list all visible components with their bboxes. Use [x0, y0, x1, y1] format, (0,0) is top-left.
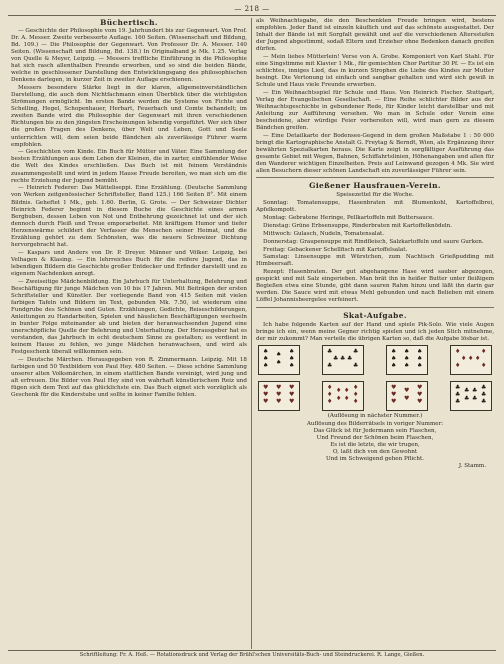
solution-title: (Auflösung in nächster Nummer.) — [327, 412, 423, 419]
card-pip-icon: ♦ — [481, 347, 487, 355]
card-pip-icon: ♣ — [455, 390, 461, 398]
card-pip-icon: ♣ — [464, 394, 470, 402]
card-pip-icon: ♠ — [391, 361, 397, 369]
card-pip-icon: ♦ — [353, 397, 359, 405]
card-pip-icon: ♦ — [327, 397, 333, 405]
card-pip-icon: ♣ — [327, 361, 333, 369]
card-column — [450, 345, 492, 411]
menu-entry: Sonntag: Tomatensuppe, Hasenbraten mit Blumenkohl, Kartoffelbrei, Apfelkompott. — [256, 200, 494, 214]
playing-card — [450, 345, 492, 375]
card-pip-icon: ♦ — [344, 394, 350, 402]
card-pip-icon: ♣ — [353, 361, 359, 369]
recipe: Rezept: Hasenbraten. Der gut abgehangene Hase wird sauber abgezogen, gespickt und mit Salz eingerieben. Man brät ihn in heißer Butter unter fleißigem Begießen etwa eine Stunde, gibt dann sauren Rahm hinzu und läßt ihn darin gar werden. Die Sauce wird mit etwas Mehl gebunden und nach Belieben mit einem Löffel Johannisbeergelee verfeinert. — [256, 269, 494, 304]
playing-card — [258, 345, 300, 375]
card-pip-icon: ♥ — [404, 386, 410, 394]
book-review: Messers besondere Stärke liegt in der klaren, allgemeinverständlichen Darstellung, die auch dem Nichtfachmann einen Überblick über die wichtigsten Strömungen ermöglicht. Im ersten Bande werden die Systeme von Fichte und Schelling, Hegel, Schopenhauer, Herbart, Feuerbach und Comte behandelt; im zweiten Bande wird die Philosophie der Gegenwart mit ihren verschiedenen Richtungen bis zu den jüngsten Erscheinungen lebendig vorgeführt. Wer sich über die großen Fragen des Denkens, über Welt und Leben, Gott und Seele unterrichten will, dem seien beide Bändchen als zuverlässige Führer warm empfohlen. — [11, 85, 247, 148]
card-pip-icon: ♠ — [276, 358, 282, 366]
card-pip-icon: ♥ — [276, 397, 282, 405]
card-pip-icon: ♥ — [263, 390, 269, 398]
menu-entry: Dienstag: Grüne Erbsensuppe, Rinderbraten mit Kartoffelknödeln. — [263, 223, 453, 229]
section-heading-skat-aufgabe: Skat-Aufgabe. — [343, 310, 407, 320]
card-pip-icon: ♥ — [289, 390, 295, 398]
card-pip-icon: ♠ — [263, 354, 269, 362]
book-review: als Weihnachtsgabe, die den Beschenkten Freude bringen wird, bestens empfohlen. Jeder Band ist einzeln käuflich und auf das schönste ausgestattet. Der Inhalt der Bände ist mit Sorgfalt gewählt und auf die verschiedenen Altersstufen der Jugend abgestimmt, sodaß Eltern und Erzieher ohne Bedenken danach greifen dürfen. — [256, 18, 494, 53]
card-pip-icon: ♣ — [481, 397, 487, 405]
book-review: — Deutsche Märchen. Herausgegeben von R. Zimmermann. Leipzig. Mit 18 farbigen und 50 Textbildern von Paul Hey. 480 Seiten. — Diese schöne Sammlung unserer alten Volksmärchen, in einem stattlichen Bande vereinigt, wird jung und alt erfreuen. Die Bilder von Paul Hey sind von wahrhaft künstlerischem Reiz und fügen sich dem Text auf das glücklichste ein. Das Buch eignet sich vorzüglich als Geschenk für die Kinderstube und sollte in keiner Familie fehlen. — [11, 356, 247, 399]
card-pip-icon: ♠ — [417, 347, 423, 355]
card-pip-icon: ♦ — [336, 386, 342, 394]
card-pip-icon: ♠ — [404, 361, 410, 369]
card-pip-icon: ♣ — [455, 383, 461, 391]
section-divider — [256, 307, 494, 308]
card-pip-icon: ♠ — [289, 361, 295, 369]
card-pip-icon: ♥ — [391, 397, 397, 405]
book-review: — Heinrich Federer: Das Mätteliseppi. Eine Erzählung. (Deutsche Sammlung von Werken zeitgenössischer Schriftsteller, Band 125.) 166 Seiten 8°. Mit einem Bildnis. Geheftet 1 Mk., geb. 1.60. Berlin, G. Grote. — Der Schweizer Dichter Heinrich Federer beginnt in diesem Buche die Geschichte eines armen Bergbuben, dessen Leben von Not und Entbehrung gezeichnet ist und der sich dennoch durch Fleiß und Treue emporarbeitet. Mit kräftigem Humor und tiefer Herzenswärme schildert der Verfasser die Menschen seiner Heimat, und die Erzählung gehört zu dem Schönsten, was die neuere Schweizer Dichtung hervorgebracht hat. — [11, 185, 247, 248]
card-pip-icon: ♦ — [353, 383, 359, 391]
card-pip-icon: ♦ — [461, 354, 467, 362]
book-review: — Eine Detailkarte der Bodensee-Gegend in dem großen Maßstabe 1 : 50 000 bringt die Kartographische Anstalt G. Freytag & Berndt, Wien, als Ergänzung ihrer bewährten Spezialkarten heraus. Die Karte zeigt in sorgfältiger Ausführung das gesamte Gebiet mit Wegen, Bahnen, Schiffahrtslinien, Höhenangaben und allen für den Wanderer wichtigen Einzelheiten. Preis auf Leinwand gezogen 4 Mk. Sie wird allen Besuchern dieser schönen Landschaft ein zuverlässiger Führer sein. — [256, 133, 494, 175]
card-pip-icon: ♦ — [455, 361, 461, 369]
playing-card — [258, 381, 300, 411]
card-pip-icon: ♦ — [327, 390, 333, 398]
menu-entry: Freitag: Gebackener Schellfisch mit Kartoffelsalat. — [263, 246, 408, 253]
card-pip-icon: ♠ — [289, 347, 295, 355]
footer-rule — [8, 650, 496, 651]
card-pip-icon: ♦ — [481, 361, 487, 369]
menu-entry: Mittwoch: Gulasch, Nudeln, Tomatensalat. — [263, 230, 385, 237]
author-signature: J. Stamm. — [458, 462, 486, 469]
card-pip-icon: ♣ — [340, 354, 346, 362]
card-pip-icon: ♥ — [289, 383, 295, 391]
card-pip-icon: ♣ — [347, 354, 353, 362]
card-pip-icon: ♥ — [404, 394, 410, 402]
card-pip-icon: ♠ — [404, 347, 410, 355]
section-heading-hausfrauen-verein: Gießener Hausfrauen-Verein. — [309, 181, 441, 191]
card-pip-icon: ♣ — [481, 383, 487, 391]
card-pip-icon: ♠ — [391, 347, 397, 355]
card-pip-icon: ♥ — [276, 383, 282, 391]
card-pip-icon: ♣ — [472, 386, 478, 394]
card-pip-icon: ♥ — [289, 397, 295, 405]
menu-title: Speisezettel für die Woche. — [336, 192, 414, 199]
solution-text: Auflösung des Bilderrätsels in voriger Nummer: — [306, 420, 444, 427]
card-pip-icon: ♦ — [455, 347, 461, 355]
left-column — [11, 18, 247, 400]
book-review: — Mein liebes Mütterlein! Verse von A. Grobe. Komponiert von Karl Stahl. Für eine Singstimme mit Klavier 1 Mk., für gemischten Chor Partitur 30 Pf. — Es ist ein schlichtes, inniges Lied, das in kurzen Strophen die Liebe des Kindes zur Mutter besingt. Die Vertonung ist einfach und sangbar gehalten und wird sich gewiß in Schule und Haus viele Freunde erwerben. — [256, 54, 494, 89]
card-pip-icon: ♥ — [263, 383, 269, 391]
playing-cards — [258, 345, 492, 411]
column-separator — [251, 18, 252, 649]
card-pip-icon: ♦ — [327, 383, 333, 391]
page-number: — 218 — — [234, 5, 270, 13]
verse-line: Und Freund der Schönen beim Flaschen, — [316, 434, 434, 441]
playing-card — [386, 345, 428, 375]
right-column — [256, 18, 494, 470]
card-pip-icon: ♠ — [276, 350, 282, 358]
menu-entry: Montag: Gebratene Heringe, Pellkartoffeln mit Buttersauce. — [263, 215, 435, 222]
card-pip-icon: ♠ — [263, 361, 269, 369]
card-pip-icon: ♣ — [472, 394, 478, 402]
card-column — [386, 345, 428, 411]
section-heading-buechertisch: Büchertisch. — [100, 18, 158, 27]
card-pip-icon: ♦ — [468, 354, 474, 362]
card-pip-icon: ♥ — [417, 383, 423, 391]
card-pip-icon: ♥ — [417, 390, 423, 398]
card-pip-icon: ♣ — [327, 347, 333, 355]
card-pip-icon: ♠ — [404, 354, 410, 362]
card-pip-icon: ♥ — [391, 390, 397, 398]
card-pip-icon: ♥ — [417, 397, 423, 405]
card-pip-icon: ♣ — [455, 397, 461, 405]
card-column — [322, 345, 364, 411]
playing-card — [322, 345, 364, 375]
verse-line: Das Glück ist für Jedermann sein Flaschen, — [313, 427, 437, 434]
playing-card — [386, 381, 428, 411]
playing-card — [450, 381, 492, 411]
card-pip-icon: ♠ — [417, 354, 423, 362]
card-pip-icon: ♦ — [336, 394, 342, 402]
book-review: — Kaspars und Anders von Dr. P. Dreyer. Männer und Völker. Leipzig, bei Velhagen & Klasing. — Ein lehrreiches Buch für die reifere Jugend, das in lebendigen Bildern die Geschichte großer Entdecker und Erfinder darstellt und zu eigenem Nachdenken anregt. — [11, 249, 247, 277]
card-pip-icon: ♦ — [475, 354, 481, 362]
header-rule — [8, 15, 496, 16]
card-pip-icon: ♦ — [344, 386, 350, 394]
card-pip-icon: ♠ — [263, 347, 269, 355]
card-pip-icon: ♣ — [481, 390, 487, 398]
card-pip-icon: ♣ — [353, 347, 359, 355]
imprint-footer: Schriftleitung: Fr. A. Heß. — Rotationsdruck und Verlag der Brühl'schen Universitäts-Buch- und Steindruckerei. R. Lange, Gießen. — [79, 652, 425, 658]
card-pip-icon: ♠ — [391, 354, 397, 362]
card-pip-icon: ♠ — [417, 361, 423, 369]
card-pip-icon: ♦ — [353, 390, 359, 398]
verse-line: Es ist die letzte, die wir trugen, — [330, 441, 420, 448]
book-review: — Ein Weihnachtsspiel für Schule und Haus. Von Heinrich Fischer. Stuttgart, Verlag der Evangelischen Gesellschaft. — Eine Reihe schlichter Bilder aus der Weihnachtsgeschichte in gebundener Rede, für Kinder leicht darstellbar und mit Anleitung zur Aufführung versehen. Wo man in Schule oder Verein eine bescheidene, aber würdige Feier vorbereiten will, wird man gern zu diesem Bändchen greifen. — [256, 90, 494, 132]
card-pip-icon: ♥ — [276, 390, 282, 398]
card-pip-icon: ♣ — [464, 386, 470, 394]
playing-card — [322, 381, 364, 411]
card-pip-icon: ♣ — [333, 354, 339, 362]
verse-line: O, laßt dich von den Gewohnt — [332, 448, 418, 455]
menu-entry: Samstag: Linsensuppe mit Würstchen, zum Nachtisch Grießpudding mit Himbeersaft. — [256, 254, 494, 268]
card-pip-icon: ♥ — [263, 397, 269, 405]
book-review: — Geschichte der Philosophie vom 19. Jahrhundert bis zur Gegenwart. Von Prof. Dr. A. Messer. Zweite verbesserte Auflage. 160 Seiten. (Wissenschaft und Bildung, Bd. 109.) — Die Philosophie der Gegenwart. Von Professor Dr. A. Messer. 140 Seiten. (Wissenschaft und Bildung, Bd. 138.) In Originalband je Mk. 1.25. Verlag von Quelle & Meyer, Leipzig. — Messers treffliche Einführung in die Philosophie hat sich rasch allenthalben Freunde erworben, und so sind die beiden Bände, welche in geschlossener Darstellung den Entwicklungsgang des philosophischen Denkens darlegen, in kurzer Zeit in zweiter Auflage erschienen. — [11, 28, 247, 84]
verse-line: Und im Schweigend gehen Pflicht. — [325, 455, 425, 462]
card-pip-icon: ♠ — [289, 354, 295, 362]
card-column — [258, 345, 300, 411]
menu-entry: Donnerstag: Graupensuppe mit Rindfleisch, Salzkartoffeln und saure Gurken. — [263, 238, 484, 245]
book-review: — Zweiseitige Mädchenbildung. Ein Jahrbuch für Unterhaltung, Belehrung und Beschäftigung für junge Mädchen von 10 bis 17 Jahren. Mit Beiträgen der ersten Schriftsteller und Künstler. Der vorliegende Band von 415 Seiten mit vielen farbigen Tafeln und Bildern im Text, gebunden Mk. 7.50, ist wiederum eine Fundgrube des Schönen und Guten. Erzählungen, Gedichte, Reiseschilderungen, Anleitungen zu Handarbeiten, Spielen und häuslichen Beschäftigungen wechseln in bunter Folge miteinander ab und bieten der heranwachsenden Jugend eine unerschöpfliche Quelle der Belehrung und Unterhaltung. Der Herausgeber hat es verstanden, das Jahrbuch in echt deutschem Sinne zu gestalten; es verdient in keinem Hause zu fehlen, wo junge Mädchen heranwachsen, und wird als Festgeschenk überall willkommen sein. — [11, 278, 247, 356]
puzzle-text: Ich habe folgende Karten auf der Hand und spiele Pik-Solo. Wie viele Augen bringe ich ein, wenn meine Gegner richtig spielen und ich jeden Stich mitnehme, der mir zukommt? Man verteile die übrigen Karten so, daß die Aufgabe lösbar ist. — [256, 321, 494, 342]
card-pip-icon: ♥ — [391, 383, 397, 391]
solution-block — [256, 413, 494, 470]
book-review: — Geschichten vom Kinde. Ein Buch für Mütter und Väter. Eine Sammlung der besten Erzählungen aus dem Leben der Kleinen, die in zarter, einfühlender Weise die Welt des Kindes erschließen. Das Buch ist mit feinem Verständnis zusammengestellt und wird in jedem Hause Freude bereiten, wo man sich um die rechte Erziehung der Jugend bemüht. — [11, 149, 247, 184]
section-divider — [256, 177, 494, 178]
